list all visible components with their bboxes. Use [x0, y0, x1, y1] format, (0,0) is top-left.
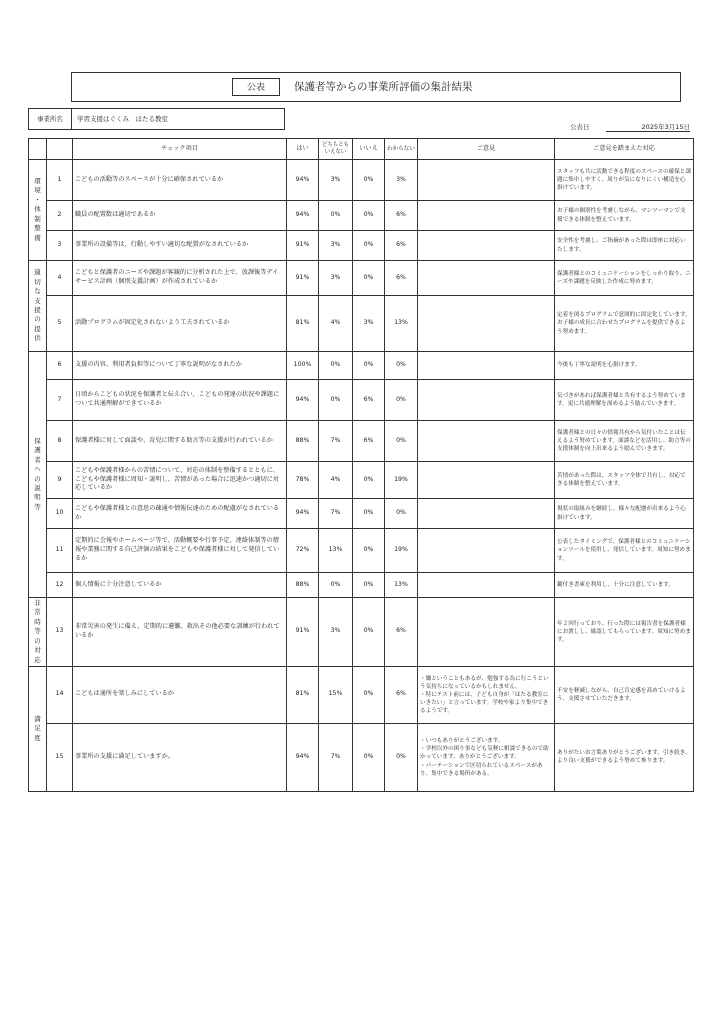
item-number: 15	[47, 723, 73, 791]
header-unknown: わからない	[385, 139, 418, 160]
response-cell: 安全性を考慮し、ご指摘があった際は即座に対応いたします。	[555, 231, 694, 261]
unknown-percent: 0%	[385, 380, 418, 421]
yes-percent: 72%	[287, 529, 319, 573]
category-cell: 満 足 度	[29, 666, 47, 791]
unknown-percent: 6%	[385, 666, 418, 723]
table-row	[29, 529, 694, 573]
opinion-cell	[418, 201, 555, 231]
response-cell: 保護者様とのコミュニケーションをしっかり取り、ニーズや課題を反映した作成に努めます。	[555, 261, 694, 296]
item-number: 10	[47, 499, 73, 529]
category-cell: 環 境 ・ 体 制 整 備	[29, 160, 47, 261]
no-percent: 6%	[353, 380, 385, 421]
yes-percent: 100%	[287, 352, 319, 380]
office-label: 事業所名	[29, 109, 72, 129]
table-row	[29, 462, 694, 499]
neither-percent: 0%	[319, 352, 353, 380]
item-number: 9	[47, 462, 73, 499]
opinion-cell: ・いつもありがとうございます。 ・学校以外の困り事なども気軽に相談できるので助かっています。ありがとうございます。 ・パーテーションで区切られているスペースがあり、集中できる場所がある。	[418, 723, 555, 791]
item-number: 7	[47, 380, 73, 421]
no-percent: 3%	[353, 296, 385, 352]
check-item: こどもや保護者様からの苦情について、対応の体制を整備するとともに、こどもや保護者様に周知・説明し、苦情があった場合に迅速かつ適切に対応しているか	[73, 462, 287, 499]
unknown-percent: 0%	[385, 352, 418, 380]
opinion-cell	[418, 231, 555, 261]
unknown-percent: 3%	[385, 160, 418, 201]
no-percent: 0%	[353, 723, 385, 791]
unknown-percent: 13%	[385, 573, 418, 598]
response-cell: 苦情があった際は、スタッフ全体で共有し、対応できる体制を整えています。	[555, 462, 694, 499]
unknown-percent: 19%	[385, 462, 418, 499]
neither-percent: 7%	[319, 421, 353, 462]
opinion-cell	[418, 261, 555, 296]
no-percent: 6%	[353, 421, 385, 462]
category-cell: 非 常 時 等 の 対 応	[29, 598, 47, 667]
unknown-percent: 0%	[385, 723, 418, 791]
neither-percent: 15%	[319, 666, 353, 723]
opinion-cell	[418, 352, 555, 380]
publish-date	[570, 122, 690, 132]
response-cell: 今後も丁寧な説明を心掛けます。	[555, 352, 694, 380]
unknown-percent: 13%	[385, 296, 418, 352]
yes-percent: 78%	[287, 462, 319, 499]
opinion-cell	[418, 499, 555, 529]
check-item: 個人情報に十分注意しているか	[73, 573, 287, 598]
neither-percent: 4%	[319, 462, 353, 499]
table-header-row	[29, 139, 694, 160]
office-box	[28, 108, 285, 130]
header-opinion: ご意見	[418, 139, 555, 160]
check-item: 事業所の支援に満足していますか。	[73, 723, 287, 791]
opinion-cell	[418, 160, 555, 201]
item-number: 14	[47, 666, 73, 723]
check-item: 日頃からこどもの状況を保護者と伝え合い、こどもの発達の状況や課題について共通理解ができているか	[73, 380, 287, 421]
item-number: 1	[47, 160, 73, 201]
neither-percent: 3%	[319, 160, 353, 201]
table-row	[29, 666, 694, 723]
no-percent: 0%	[353, 529, 385, 573]
response-cell: スタッフも共に活動できる程度のスペースの確保と課題に集中しやすく、周りが気になりにくい構造を心掛けています。	[555, 160, 694, 201]
table-row	[29, 380, 694, 421]
table-row	[29, 598, 694, 667]
yes-percent: 94%	[287, 499, 319, 529]
neither-percent: 7%	[319, 499, 353, 529]
evaluation-table	[28, 138, 694, 792]
item-number: 11	[47, 529, 73, 573]
category-cell: 保 護 者 へ の 説 明 等	[29, 352, 47, 598]
item-number: 4	[47, 261, 73, 296]
yes-percent: 94%	[287, 160, 319, 201]
category-cell: 適 切 な 支 援 の 提 供	[29, 261, 47, 352]
unknown-percent: 6%	[385, 261, 418, 296]
yes-percent: 88%	[287, 573, 319, 598]
check-item: 活動プログラムが固定化されないよう工夫されているか	[73, 296, 287, 352]
unknown-percent: 6%	[385, 231, 418, 261]
unknown-percent: 6%	[385, 201, 418, 231]
neither-percent: 3%	[319, 231, 353, 261]
opinion-cell	[418, 573, 555, 598]
header-category	[29, 139, 47, 160]
no-percent: 0%	[353, 160, 385, 201]
publish-badge: 公表	[232, 78, 280, 96]
table-row	[29, 723, 694, 791]
opinion-cell	[418, 598, 555, 667]
neither-percent: 0%	[319, 573, 353, 598]
check-item: 保護者様に対して面談や、育児に関する助言等の支援が行われているか	[73, 421, 287, 462]
neither-percent: 0%	[319, 201, 353, 231]
response-cell: 気づきがあれば保護者様と共有するよう努めています。更に共通理解を深めるよう励んでいきます。	[555, 380, 694, 421]
item-number: 3	[47, 231, 73, 261]
opinion-cell	[418, 529, 555, 573]
item-number: 5	[47, 296, 73, 352]
unknown-percent: 6%	[385, 598, 418, 667]
no-percent: 0%	[353, 201, 385, 231]
opinion-cell	[418, 380, 555, 421]
unknown-percent: 0%	[385, 499, 418, 529]
response-cell: 現状の取組みを継続し、様々な配慮が出来るよう心掛けています。	[555, 499, 694, 529]
no-percent: 0%	[353, 462, 385, 499]
table-row	[29, 160, 694, 201]
table-row	[29, 499, 694, 529]
publish-date-value: 2025年3月15日	[606, 122, 690, 132]
response-cell: ありがたいお言葉ありがとうございます。引き続き、より良い支援ができるよう努めて参ります。	[555, 723, 694, 791]
item-number: 6	[47, 352, 73, 380]
response-cell: 公表したタイミングで、保護者様とのコミュニケーションツールを使用し、発信しています。周知に努めます。	[555, 529, 694, 573]
neither-percent: 0%	[319, 380, 353, 421]
title-frame	[71, 72, 681, 102]
opinion-cell: ・嫌ということもあるが、勉強する為に行こうという気持ちになっているかもしれません。 ・特にテスト前には、子ども自身が「ほたる教室にいきたい」と言っています。学校や家より集中できるようです。	[418, 666, 555, 723]
header-check: チェック項目	[73, 139, 287, 160]
response-cell: 定着を図るプログラムで意図的に固定化しています。お子様の成長に合わせたプログラムを提供できるよう努めます。	[555, 296, 694, 352]
opinion-cell	[418, 462, 555, 499]
table-row	[29, 421, 694, 462]
neither-percent: 7%	[319, 723, 353, 791]
page-title: 保護者等からの事業所評価の集計結果	[294, 81, 473, 93]
yes-percent: 94%	[287, 380, 319, 421]
no-percent: 0%	[353, 499, 385, 529]
yes-percent: 81%	[287, 666, 319, 723]
no-percent: 0%	[353, 573, 385, 598]
check-item: こどもは通所を楽しみにしているか	[73, 666, 287, 723]
check-item: 事業所の設備等は、行動しやすい適切な配置がなされているか	[73, 231, 287, 261]
yes-percent: 91%	[287, 598, 319, 667]
table-row	[29, 261, 694, 296]
neither-percent: 3%	[319, 261, 353, 296]
item-number: 2	[47, 201, 73, 231]
check-item: 定期的に会報やホームページ等で、活動概要や行事予定、連絡体制等の情報や業務に関する自己評価の結果をこどもや保護者様に対して発信しているか	[73, 529, 287, 573]
opinion-cell	[418, 296, 555, 352]
check-item: 非常災害の発生に備え、定期的に避難、救出その他必要な訓練が行われているか	[73, 598, 287, 667]
table-row	[29, 352, 694, 380]
unknown-percent: 19%	[385, 529, 418, 573]
response-cell: お子様の個別性を考慮しながら、マンツーマンで支援できる体制を整えています。	[555, 201, 694, 231]
office-name: 学習支援はぐくみ ほたる教室	[77, 115, 168, 123]
item-number: 8	[47, 421, 73, 462]
no-percent: 0%	[353, 231, 385, 261]
table-row	[29, 296, 694, 352]
header-no: いいえ	[353, 139, 385, 160]
yes-percent: 91%	[287, 261, 319, 296]
unknown-percent: 0%	[385, 421, 418, 462]
no-percent: 0%	[353, 352, 385, 380]
header-number	[47, 139, 73, 160]
response-cell: 鍵付き書庫を利用し、十分に注意しています。	[555, 573, 694, 598]
response-cell: 保護者様との日々の情報共有から気付いたことは伝えるよう努めています。面談などを活用し、助言等の支援体制を向上出来るよう励んでいきます。	[555, 421, 694, 462]
item-number: 12	[47, 573, 73, 598]
check-item: こどもの活動等のスペースが十分に確保されているか	[73, 160, 287, 201]
yes-percent: 81%	[287, 296, 319, 352]
yes-percent: 91%	[287, 231, 319, 261]
table-row	[29, 573, 694, 598]
check-item: こどもと保護者のニーズや課題が客観的に分析された上で、放課後等デイサービス計画（個別支援計画）が作成されているか	[73, 261, 287, 296]
neither-percent: 13%	[319, 529, 353, 573]
yes-percent: 94%	[287, 201, 319, 231]
publish-date-label: 公表日	[570, 123, 590, 131]
check-item: 支援の内容、利用者負担等について丁寧な説明がなされたか	[73, 352, 287, 380]
yes-percent: 94%	[287, 723, 319, 791]
response-cell: 不安を軽減しながら、自己肯定感を高めていけるよう、支援させていただきます。	[555, 666, 694, 723]
response-cell: 年２回行っており、行った際には報告書を保護者様にお渡しし、確認してもらっています。周知に努めます。	[555, 598, 694, 667]
neither-percent: 4%	[319, 296, 353, 352]
check-item: こどもや保護者様との意思の疎通や情報伝達のための配慮がなされているか	[73, 499, 287, 529]
yes-percent: 88%	[287, 421, 319, 462]
no-percent: 0%	[353, 598, 385, 667]
neither-percent: 3%	[319, 598, 353, 667]
no-percent: 0%	[353, 666, 385, 723]
opinion-cell	[418, 421, 555, 462]
header-yes: はい	[287, 139, 319, 160]
item-number: 13	[47, 598, 73, 667]
table-row	[29, 231, 694, 261]
table-row	[29, 201, 694, 231]
header-neither: どちらとも いえない	[319, 139, 353, 160]
no-percent: 0%	[353, 261, 385, 296]
check-item: 職員の配置数は適切であるか	[73, 201, 287, 231]
header-response: ご意見を踏まえた対応	[555, 139, 694, 160]
